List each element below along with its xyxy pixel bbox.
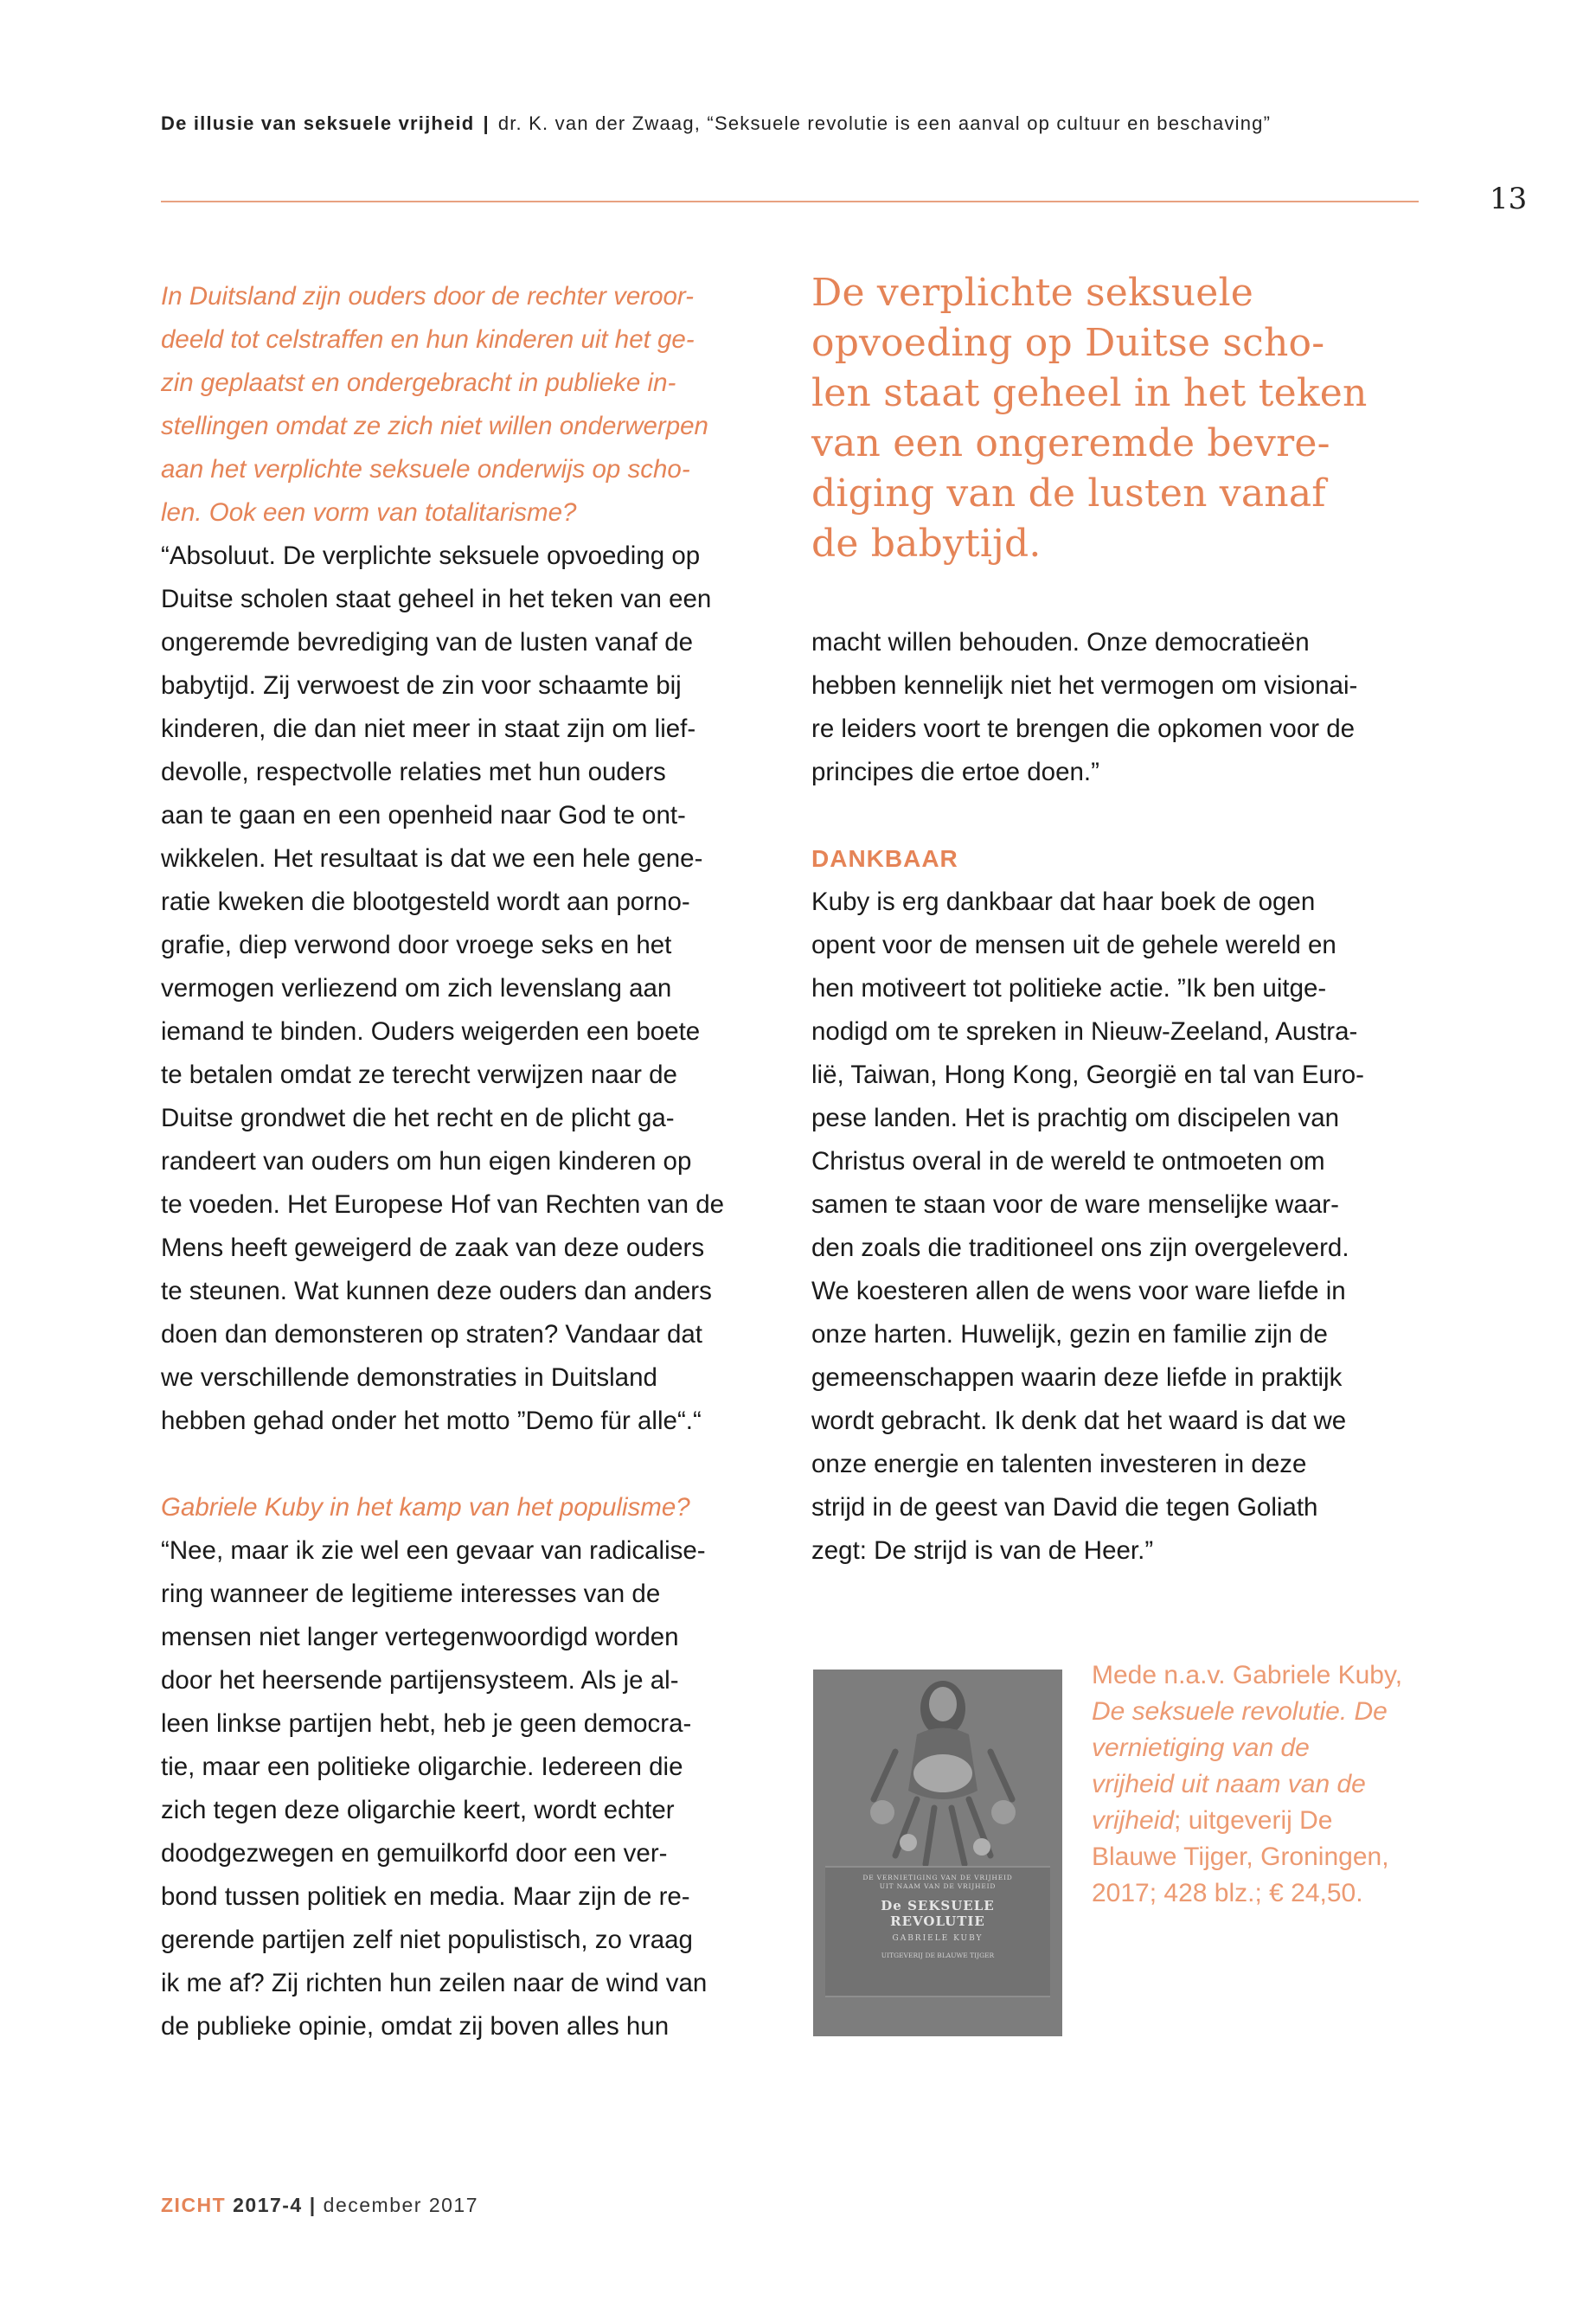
text-line: nodigd om te spreken in Nieuw-Zeeland, Austra- <box>811 1017 1358 1046</box>
footer-date: december 2017 <box>323 2194 479 2216</box>
caption-line: Blauwe Tijger, Groningen, <box>1092 1843 1389 1871</box>
text-line: gerende partijen zelf niet populistisch, zo vraag <box>161 1926 693 1954</box>
text-line: hebben gehad onder het motto ”Demo für alle“.“ <box>161 1407 702 1435</box>
text-line: tie, maar een politieke oligarchie. Iedereen die <box>161 1753 683 1781</box>
text-line: zegt: De strijd is van de Heer.” <box>811 1536 1154 1565</box>
caption-title-line: De seksuele revolutie. De <box>1092 1697 1388 1726</box>
header-separator: | <box>483 112 490 134</box>
interview-answer-1 <box>161 535 766 1443</box>
cover-top-line: DE VERNIETIGING VAN DE VRIJHEID <box>862 1874 1013 1881</box>
caption-publisher: ; uitgeverij De <box>1174 1806 1333 1835</box>
text-line: te betalen omdat ze terecht verwijzen naar de <box>161 1061 677 1089</box>
text-line: opent voor de mensen uit de gehele wereld en <box>811 931 1336 959</box>
text-line: aan het verplichte seksuele onderwijs op scho- <box>161 455 690 484</box>
caption-title-line: vernietiging van de <box>1092 1734 1310 1762</box>
text-line: zin geplaatst en ondergebracht in publieke in- <box>161 369 676 397</box>
text-line: ring wanneer de legitieme interesses van de <box>161 1580 661 1608</box>
text-line: we verschillende demonstraties in Duitsland <box>161 1363 657 1392</box>
text-line: zich tegen deze oligarchie keert, wordt echter <box>161 1796 675 1824</box>
footer-brand: ZICHT <box>161 2194 227 2216</box>
text-line: iemand te binden. Ouders weigerden een boete <box>161 1017 701 1046</box>
text-line: door het heersende partijensysteem. Als je al- <box>161 1666 679 1695</box>
cover-title <box>825 1898 1050 1929</box>
text-line: ik me af? Zij richten hun zeilen naar de wind van <box>161 1969 708 1997</box>
right-column <box>811 621 1417 1573</box>
text-line: leen linkse partijen hebt, heb je geen democra- <box>161 1709 692 1738</box>
text-line: doodgezwegen en gemuilkorfd door een ver- <box>161 1839 668 1868</box>
text-line: samen te staan voor de ware menselijke waar- <box>811 1190 1339 1219</box>
text-line: onze harten. Huwelijk, gezin en familie zijn de <box>811 1320 1328 1349</box>
pull-quote-line: De verplichte seksuele <box>811 271 1253 315</box>
text-line: wordt gebracht. Ik denk dat het waard is dat we <box>811 1407 1347 1435</box>
book-cover-image <box>813 1670 1062 2036</box>
pull-quote <box>811 268 1434 569</box>
text-line: pese landen. Het is prachtig om discipelen van <box>811 1104 1340 1132</box>
text-line: bond tussen politiek en media. Maar zijn de re- <box>161 1882 690 1911</box>
text-line: mensen niet langer vertegenwoordigd worden <box>161 1623 679 1651</box>
text-line: Duitse scholen staat geheel in het teken van een <box>161 585 712 613</box>
text-line: randeert van ouders om hun eigen kinderen op <box>161 1147 692 1176</box>
left-column <box>161 275 766 2048</box>
text-line: onze energie en talenten investeren in deze <box>811 1450 1307 1478</box>
text-line: ongeremde bevrediging van de lusten vanaf de <box>161 628 694 657</box>
text-line: vermogen verliezend om zich levenslang aan <box>161 974 672 1003</box>
running-header <box>161 112 1424 135</box>
cover-author: GABRIELE KUBY <box>892 1934 984 1943</box>
text-line: lië, Taiwan, Hong Kong, Georgië en tal van Euro- <box>811 1061 1365 1089</box>
footer-separator: | <box>309 2194 317 2216</box>
cover-title-line: REVOLUTIE <box>890 1913 985 1929</box>
section-heading: DANKBAAR <box>811 845 958 872</box>
text-line: Christus overal in de wereld te ontmoeten om <box>811 1147 1325 1176</box>
text-line: “Absoluut. De verplichte seksuele opvoeding op <box>161 542 701 570</box>
interview-answer-2 <box>161 1529 766 2048</box>
book-caption <box>1092 1657 1438 1912</box>
text-line: macht willen behouden. Onze democratieën <box>811 628 1310 657</box>
interview-question-1 <box>161 275 766 535</box>
pull-quote-line: len staat geheel in het teken <box>811 371 1368 415</box>
text-line: len. Ook een vorm van totalitarisme? <box>161 498 577 527</box>
text-line: aan te gaan en een openheid naar God te ont- <box>161 801 686 830</box>
book-cover-text <box>825 1874 1050 1959</box>
cover-subtitle: UITGEVERIJ DE BLAUWE TIJGER <box>881 1952 995 1959</box>
text-line: te steunen. Wat kunnen deze ouders dan anders <box>161 1277 712 1305</box>
caption-line: 2017; 428 blz.; € 24,50. <box>1092 1879 1363 1907</box>
paragraph-gap <box>161 1443 766 1486</box>
text-line: devolle, respectvolle relaties met hun ouders <box>161 758 666 786</box>
text-line: doen dan demonsteren op straten? Vandaar dat <box>161 1320 702 1349</box>
text-line: stellingen omdat ze zich niet willen onderwerpen <box>161 412 708 440</box>
text-line: hen motiveert tot politieke actie. ”Ik ben uitge- <box>811 974 1327 1003</box>
text-line: principes die ertoe doen.” <box>811 758 1099 786</box>
text-line: re leiders voort te brengen die opkomen voor de <box>811 715 1356 743</box>
text-line: kinderen, die dan niet meer in staat zijn om lief- <box>161 715 696 743</box>
text-line: hebben kennelijk niet het vermogen om visionai- <box>811 671 1358 700</box>
text-line: In Duitsland zijn ouders door de rechter veroor- <box>161 282 694 311</box>
text-line: babytijd. Zij verwoest de zin voor schaamte bij <box>161 671 682 700</box>
text-line: deeld tot celstraffen en hun kinderen uit het ge- <box>161 325 695 354</box>
text-line: “Nee, maar ik zie wel een gevaar van radicalise- <box>161 1536 706 1565</box>
text-line: We koesteren allen de wens voor ware liefde in <box>811 1277 1346 1305</box>
cover-top-line: UIT NAAM VAN DE VRIJHEID <box>879 1882 997 1890</box>
cover-top-text <box>825 1874 1050 1891</box>
text-line: Duitse grondwet die het recht en de plicht ga- <box>161 1104 675 1132</box>
header-article-title: dr. K. van der Zwaag, “Seksuele revolutie is een aanval op cultuur en beschaving” <box>497 112 1272 134</box>
header-section-title: De illusie van seksuele vrijheid <box>161 112 475 134</box>
text-line: gemeenschappen waarin deze liefde in praktijk <box>811 1363 1343 1392</box>
text-line: den zoals die traditioneel ons zijn overgeleverd. <box>811 1234 1349 1262</box>
text-line: grafie, diep verwond door vroege seks en het <box>161 931 672 959</box>
text-line: Kuby is erg dankbaar dat haar boek de ogen <box>811 888 1316 916</box>
pull-quote-line: diging van de lusten vanaf <box>811 471 1326 516</box>
answer-2-continuation <box>811 621 1417 794</box>
page-footer <box>161 2194 478 2217</box>
text-line: wikkelen. Het resultaat is dat we een hele gene- <box>161 844 703 873</box>
text-line: te voeden. Het Europese Hof van Rechten van de <box>161 1190 725 1219</box>
book-cover-illustration <box>813 1670 1062 2036</box>
text-line: strijd in de geest van David die tegen Goliath <box>811 1493 1318 1522</box>
pull-quote-line: de babytijd. <box>811 522 1042 566</box>
page-number: 13 <box>1490 182 1528 216</box>
header-rule <box>161 201 1419 202</box>
section-body <box>811 881 1417 1573</box>
cover-title-line: De SEKSUELE <box>881 1898 995 1913</box>
pull-quote-line: opvoeding op Duitse scho- <box>811 321 1325 365</box>
caption-title-line: vrijheid <box>1092 1806 1175 1835</box>
text-line: ratie kweken die blootgesteld wordt aan porno- <box>161 888 690 916</box>
paragraph-gap <box>811 794 1417 837</box>
text-line: de publieke opinie, omdat zij boven alles hun <box>161 2012 670 2041</box>
caption-title-line: vrijheid uit naam van de <box>1092 1770 1366 1798</box>
footer-issue: 2017-4 <box>233 2194 303 2216</box>
pull-quote-line: van een ongeremde bevre- <box>811 421 1330 465</box>
caption-prefix: Mede n.a.v. Gabriele Kuby, <box>1092 1661 1403 1689</box>
text-line: Mens heeft geweigerd de zaak van deze ouders <box>161 1234 705 1262</box>
interview-question-2: Gabriele Kuby in het kamp van het populisme? <box>161 1493 690 1522</box>
